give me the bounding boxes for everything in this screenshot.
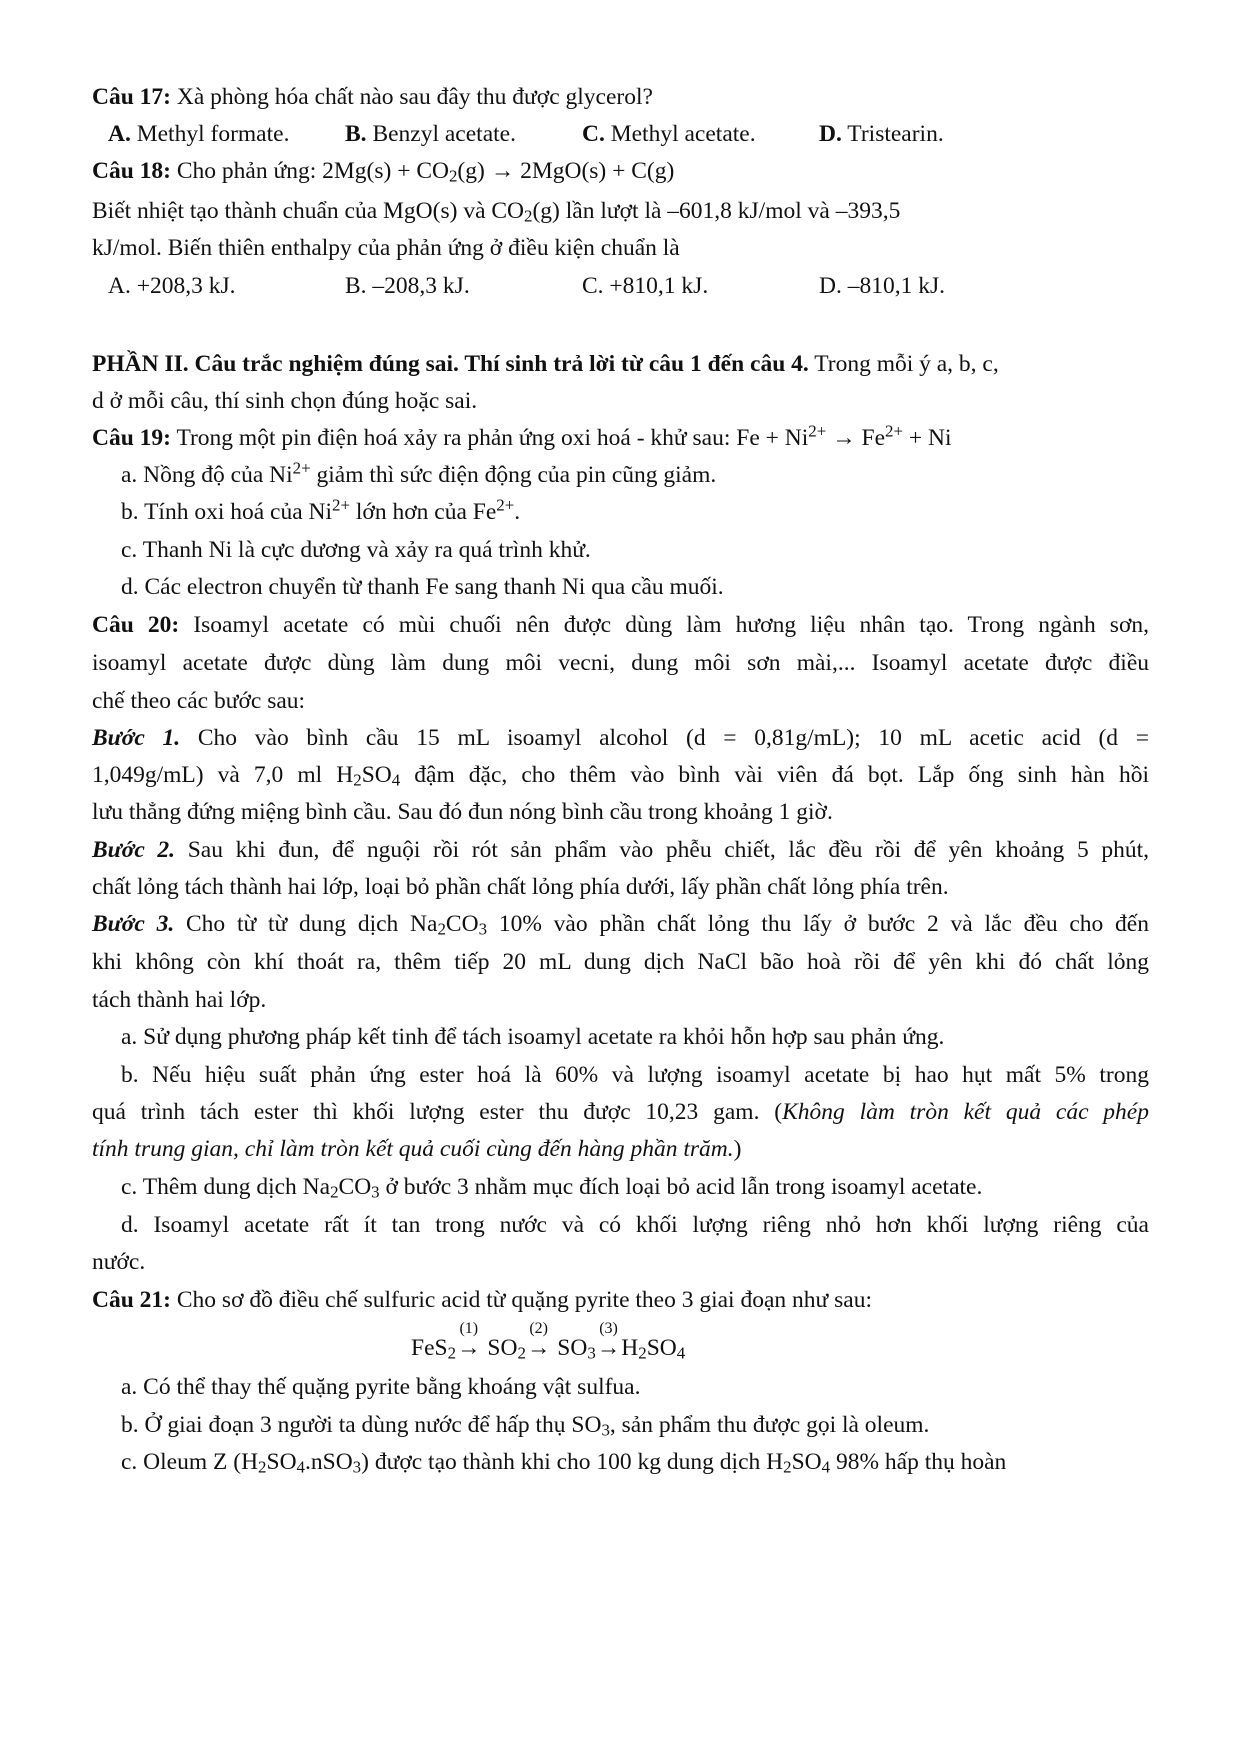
superscript: 2+: [808, 421, 827, 441]
subscript: 2: [448, 166, 458, 186]
q20-statement-b-line-2: [92, 1097, 1149, 1127]
question-label: Câu 17:: [92, 84, 171, 110]
question-19: [92, 423, 952, 453]
text: a. Nồng độ của Ni: [121, 462, 293, 488]
text: b. Tính oxi hoá của Ni: [121, 499, 333, 525]
superscript: 2+: [885, 421, 904, 441]
formula: SO: [487, 1335, 518, 1361]
q20-step-1-line-3: lưu thẳng đứng miệng bình cầu. Sau đó đun nóng bình cầu trong khoảng 1 giờ.: [92, 799, 833, 825]
text: giảm thì sức điện động của pin cũng giảm.: [310, 462, 717, 488]
superscript: 2+: [496, 495, 515, 515]
q20-step-2: [92, 835, 1149, 865]
text: → Fe: [826, 425, 886, 451]
text: Isoamyl acetate có mùi chuối nên được dùng làm hương liệu nhân tạo. Trong ngành sơn,: [179, 612, 1150, 638]
text: CO: [338, 1174, 372, 1200]
reaction-scheme: [411, 1320, 686, 1363]
option-text: Tristearin.: [841, 121, 944, 147]
arrow-icon: →: [457, 1335, 481, 1361]
text: , sản phẩm thu được gọi là oleum.: [609, 1412, 930, 1438]
q20-statement-a: a. Sử dụng phương pháp kết tinh để tách isoamyl acetate ra khỏi hỗn hợp sau phản ứng.: [121, 1024, 945, 1050]
part-2-line-2: d ở mỗi câu, thí sinh chọn đúng hoặc sai.: [92, 388, 478, 414]
subscript: 2: [524, 206, 533, 226]
text: Cho vào bình cầu 15 mL isoamyl alcohol (d = 0,81g/mL); 10 mL acetic acid (d =: [180, 725, 1150, 751]
option-text: Methyl formate.: [130, 121, 290, 147]
arrow-step-1: [457, 1320, 481, 1363]
q17-option-c: [582, 119, 756, 149]
q17-option-b: [345, 119, 516, 149]
text: (g) lần lượt là –601,8 kJ/mol và –393,5: [532, 198, 901, 224]
question-text: Xà phòng hóa chất nào sau đây thu được glycerol?: [171, 84, 653, 110]
subscript: 2: [353, 770, 362, 790]
subscript: 4: [821, 1457, 831, 1477]
option-letter: B.: [345, 121, 367, 147]
text: Cho từ từ dung dịch Na: [174, 911, 438, 937]
question-21: [92, 1285, 872, 1315]
q18-line-3: kJ/mol. Biến thiên enthalpy của phản ứng ở điều kiện chuẩn là: [92, 235, 680, 261]
q20-statement-d: d. Isoamyl acetate rất ít tan trong nước và có khối lượng riêng nhỏ hơn khối lượng riêng của: [121, 1212, 1149, 1238]
formula: SO: [646, 1335, 677, 1361]
subscript: 2: [258, 1457, 267, 1477]
subscript: 2: [437, 919, 446, 939]
question-label: Câu 19:: [92, 425, 171, 451]
superscript: 2+: [292, 458, 311, 478]
text: .: [514, 499, 521, 525]
text: lớn hơn của Fe: [350, 499, 497, 525]
text: đậm đặc, cho thêm vào bình vài viên đá bọt. Lắp ống sinh hàn hồi: [400, 762, 1149, 788]
q20-line-2: isoamyl acetate được dùng làm dung môi vecni, dung môi sơn mài,... Isoamyl acetate được điều: [92, 650, 1149, 676]
question-label: Câu 18:: [92, 158, 171, 184]
option-letter: D.: [819, 121, 842, 147]
formula: H: [621, 1335, 639, 1361]
q18-option-b: B. –208,3 kJ.: [345, 273, 470, 299]
subscript: 2: [330, 1182, 339, 1202]
q19-statement-c: c. Thanh Ni là cực dương và xảy ra quá trình khử.: [121, 537, 591, 563]
arrow-label: (2): [529, 1320, 548, 1337]
text: Trong một pin điện hoá xảy ra phản ứng oxi hoá - khử sau: Fe + Ni: [171, 425, 809, 451]
step-label: Bước 1.: [92, 725, 181, 751]
question-label: Câu 20:: [92, 612, 180, 638]
q21-statement-c: [121, 1447, 1006, 1477]
q20-step-3-line-3: tách thành hai lớp.: [92, 987, 267, 1013]
q20-step-1-line-2: [92, 760, 1149, 790]
subscript: 3: [371, 1182, 380, 1202]
text: c. Oleum Z (H: [121, 1449, 259, 1475]
text: .nSO: [305, 1449, 353, 1475]
step-label: Bước 3.: [92, 911, 175, 937]
text: ) được tạo thành khi cho 100 kg dung dịch H: [361, 1449, 784, 1475]
q19-statement-b: [121, 497, 520, 527]
text: Sau khi đun, để nguội rồi rót sản phẩm vào phễu chiết, lắc đều rồi để yên khoảng 5 phút,: [175, 837, 1149, 863]
subscript: 2: [517, 1343, 526, 1363]
subscript: 2: [638, 1343, 647, 1363]
text: ): [733, 1136, 742, 1162]
arrow-label: (3): [599, 1320, 618, 1337]
text: c. Thêm dung dịch Na: [121, 1174, 331, 1200]
option-letter: C.: [582, 121, 605, 147]
arrow-step-3: [596, 1320, 621, 1363]
arrow-icon: →: [596, 1335, 621, 1361]
q20-step-3-line-2: khi không còn khí thoát ra, thêm tiếp 20 mL dung dịch NaCl bão hoà rồi để yên khi đó chất lỏng: [92, 949, 1149, 975]
question-text: Cho sơ đồ điều chế sulfuric acid từ quặng pyrite theo 3 giai đoạn như sau:: [171, 1287, 872, 1313]
question-18: [92, 156, 674, 186]
q21-statement-a: a. Có thể thay thế quặng pyrite bằng khoáng vật sulfua.: [121, 1374, 641, 1400]
step-label: Bước 2.: [92, 837, 176, 863]
q20-statement-b: b. Nếu hiệu suất phản ứng ester hoá là 60% và lượng isoamyl acetate bị hao hụt mất 5% trong: [121, 1062, 1149, 1088]
subscript: 4: [391, 770, 401, 790]
superscript: 2+: [332, 495, 351, 515]
q18-line-2: [92, 196, 900, 226]
arrow-step-2: [526, 1320, 551, 1363]
question-20: [92, 610, 1149, 640]
q18-option-c: C. +810,1 kJ.: [582, 273, 709, 299]
subscript: 3: [601, 1420, 610, 1440]
text: + Ni: [903, 425, 952, 451]
q18-option-a: A. +208,3 kJ.: [108, 273, 236, 299]
q20-statement-d-line-2: nước.: [92, 1249, 146, 1275]
formula: SO: [557, 1335, 588, 1361]
text: ở bước 3 nhằm mục đích loại bỏ acid lẫn trong isoamyl acetate.: [379, 1174, 983, 1200]
part-heading-rest: Trong mỗi ý a, b, c,: [808, 351, 999, 377]
subscript: 3: [587, 1343, 596, 1363]
text: (g) → 2MgO(s) + C(g): [457, 158, 675, 184]
q20-step-1: [92, 723, 1149, 753]
text: SO: [361, 762, 392, 788]
q21-statement-b: [121, 1410, 929, 1440]
arrow-label: (1): [459, 1320, 479, 1337]
option-letter: A.: [108, 121, 131, 147]
italic-note: Không làm tròn kết quả các phép: [782, 1099, 1149, 1125]
q19-statement-a: [121, 460, 716, 490]
q20-statement-b-line-3: [92, 1134, 741, 1164]
option-text: Methyl acetate.: [604, 121, 756, 147]
part-2-heading: [92, 349, 999, 379]
italic-note: tính trung gian, chỉ làm tròn kết quả cuối cùng đến hàng phần trăm.: [92, 1136, 734, 1162]
text: Biết nhiệt tạo thành chuẩn của MgO(s) và CO: [92, 198, 525, 224]
text: quá trình tách ester thì khối lượng ester thu được 10,23 gam. (: [92, 1099, 783, 1125]
formula: FeS: [411, 1335, 448, 1361]
q20-step-2-line-2: chất lỏng tách thành hai lớp, loại bỏ phần chất lỏng phía dưới, lấy phần chất lỏng phía trên.: [92, 874, 949, 900]
question-17: [92, 82, 653, 112]
q17-option-a: [108, 119, 289, 149]
part-heading-bold: PHẦN II. Câu trắc nghiệm đúng sai. Thí sinh trả lời từ câu 1 đến câu 4.: [92, 351, 809, 377]
q19-statement-d: d. Các electron chuyển từ thanh Fe sang thanh Ni qua cầu muối.: [121, 574, 724, 600]
arrow-icon: →: [526, 1335, 551, 1361]
q17-option-d: [819, 119, 944, 149]
q20-line-3: chế theo các bước sau:: [92, 688, 306, 714]
q20-step-3: [92, 909, 1149, 939]
subscript: 3: [352, 1457, 362, 1477]
text: Cho phản ứng: 2Mg(s) + CO: [171, 158, 449, 184]
question-label: Câu 21:: [92, 1287, 171, 1313]
subscript: 2: [447, 1343, 457, 1363]
text: CO: [445, 911, 479, 937]
subscript: 4: [676, 1343, 686, 1363]
option-text: Benzyl acetate.: [366, 121, 516, 147]
text: 1,049g/mL) và 7,0 ml H: [92, 762, 354, 788]
q20-statement-c: [121, 1172, 982, 1202]
text: b. Ở giai đoạn 3 người ta dùng nước để hấp thụ SO: [121, 1412, 602, 1438]
subscript: 3: [478, 919, 488, 939]
subscript: 2: [783, 1457, 792, 1477]
text: 10% vào phần chất lỏng thu lấy ở bước 2 và lắc đều cho đến: [487, 911, 1149, 937]
q18-option-d: D. –810,1 kJ.: [819, 273, 945, 299]
text: 98% hấp thụ hoàn: [830, 1449, 1007, 1475]
subscript: 4: [296, 1457, 305, 1477]
text: SO: [791, 1449, 822, 1475]
text: SO: [266, 1449, 297, 1475]
